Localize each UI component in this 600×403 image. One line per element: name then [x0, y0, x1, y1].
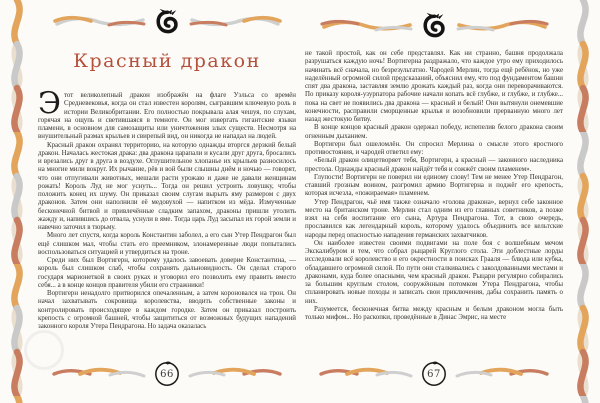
- footer-decoration-left: [36, 360, 298, 388]
- chapter-title: Красный дракон: [73, 50, 261, 72]
- paragraph: Среди них был Вортигерн, которому удалось завоевать доверие Константина, — король был слишком слаб, чтобы сохранять дальновидность. Он сделал старого государя марионеткой в своих руках и уговорил его позволить ему править вместо себя... а в конце концов правителя убили его стражники!: [38, 257, 296, 289]
- drop-cap: Э: [38, 86, 61, 121]
- paragraph: Утер Пендрагон, чьё имя также означало «голова дракона», вернул себе законное место на британском троне. Мерлин стал одним из его главных советников, а позже взял на себя воспитание его сына, Артура Пендрагона. Тот, в свою очередь, прославился как легендарный король, которому удалось объединить все кельтские народы перед опасностью нападения германских захватчиков.: [305, 198, 563, 239]
- paragraph: Вортигерн ненадолго притворился опечаленным, а затем короновался на трон. Он начал захватывать сокровища королевства, вводить собственные законы и контролировать происходящее в каждом городке. Затем он приказал построить крепость с огромной башней, чтобы защититься от возможных будущих нападений законного короля Утера Пендрагона. Но задача оказалась: [38, 290, 296, 330]
- paragraph: Разумеется, бесконечная битва между красным и белым драконом могла быть только мифом... Но раскопки, проведённые в Динас Эмрис, на месте: [305, 305, 563, 321]
- paragraph: Он наиболее известен своими подвигами на поле боя с волшебным мечом Экскалибуром и тем, что собрал рыцарей Круглого стола. Эти доблестные лорды исследовали всё королевство и его окрестности в поисках Грааля — блюда или кубка, обладавшего огромной силой. По пути они сталкивались с заколдованными местами и драконами, куда более опасными, чем красный дракон. Рыцари регулярно собирались за большим круглым столом, сооружённым потомком Утера Пендрагона, чтобы спланировать новые походы и записать свои приключения, дабы сохранить память о них.: [305, 239, 563, 305]
- paragraph: Много лет спустя, когда король Константин заболел, а его сын Утер Пендрагон был ещё слишком мал, чтобы стать его преемником, злонамеренные люди попытались воспользоваться ситуацией и утвердиться на троне.: [38, 232, 296, 256]
- wavy-ribbon-divider: [455, 365, 549, 383]
- wavy-ribbon-divider: [52, 365, 146, 383]
- page-number-badge: [153, 360, 181, 388]
- paragraph: Красный дракон охранял территорию, на которую однажды вторгся дерзкий белый дракон. Началась жестокая драка: два дракона царапали и кусали друг друга, бросались и врезались друг в друга в воздухе. Оглушительное хлопанье их крыльев разносилось на многие мили вокруг. Их рычание, рёв и вой были слышны днём и ночью — говорят, что они отпугивали животных, мешали расти урожаю и даже не давали женщинам рожать! Король Луд не мог уснуть... Тогда он решил устроить ловушку, чтобы положить конец их шуму. Он приказал своим слугам вырыть яму размером с двух драконов. Затем они наполнили её медовухой — напитком из мёда. Измученные бесконечной битвой и привлечённые сладким запахом, драконы пришли утолить жажду и, напившись до отвала, уснули в яме. Тогда царь Луд засыпал их горой земли и навечно заточил в тюрьму.: [38, 141, 296, 231]
- body-text-right: [305, 50, 563, 322]
- braided-ribbon-border-right: [570, 0, 596, 403]
- footer-decoration-right: [303, 360, 565, 388]
- wavy-ribbon-divider: [188, 13, 282, 31]
- wavy-ribbon-divider: [188, 365, 282, 383]
- page-number: 66: [160, 368, 174, 380]
- wavy-ribbon-divider: [320, 17, 414, 35]
- page-left: [36, 0, 298, 403]
- paragraph: Вортигерн был ошеломлён. Он спросил Мерлина о смысле этого яростного противостояния, и чародей ответил ему:: [305, 140, 563, 156]
- paragraph: [38, 86, 296, 142]
- wavy-ribbon-divider: [319, 365, 413, 383]
- curled-dragon-icon: [154, 8, 181, 35]
- page-number: 67: [427, 368, 441, 380]
- paragraph: Глупости! Вортигерн не поверил ни единому слову! Тем не менее Утер Пендрагон, ставший грозным воином, разгромил армию Вортигерна и поджёг его крепость, которая исчезла, «пожираемая» пламенем.: [305, 173, 563, 198]
- paragraph: В конце концов красный дракон одержал победу, испепелив белого дракона своим огненным дыханием.: [305, 124, 563, 140]
- paragraph-text: тот великолепный дракон изображён на флаге Уэльса со времён Средневековья, когда он стал известен королям, сыгравшим ключевую роль в истории Великобритании. Его полностью покрывала алая чешуя, по слухам, горячая на ощупь и светившаяся в темноте. Он мог извергать гигантские языки пламени, в основном для самозащиты или уничтожения злых существ. Несмотря на внушительный размах крыльев и свирепый вид, он никогда не нападал на людей.: [38, 92, 296, 141]
- page-right: [303, 0, 565, 403]
- paragraph: не такой простой, как он себе представлял. Как ни странно, башня продолжала разрушаться каждую ночь! Вортигерна раздражало, что каждое утро ему приходилось начинать всё сначала, но безрезультатно. Чародей Мерлин, тогда ещё ребёнок, но уже наделённый огромной силой предсказаний, объяснил ему, что под фундаментом башни спят два дракона, заставляя землю дрожать каждый раз, когда они переворачиваются. По приказу короля-узурпатора рабочие начали копать всё глубже, и глубже, и глубже... пока на свет не появились два дракона — красный и белый! Они вытянули онемевшие конечности, расправили сморщенные крылья и возобновили прерванную много лет назад жестокую битву.: [305, 50, 563, 123]
- header-decoration-left: [36, 8, 298, 35]
- curled-dragon-icon: [421, 12, 448, 39]
- wavy-ribbon-divider: [53, 13, 147, 31]
- page-number-badge: [420, 360, 448, 388]
- paragraph: «Белый дракон олицетворяет тебя, Вортигерн, а красный — законного наследника престола. Однажды красный дракон найдёт тебя и сожжёт своим пламенем».: [305, 157, 563, 173]
- wavy-ribbon-divider: [455, 17, 549, 35]
- header-decoration-right: [303, 12, 565, 39]
- body-text-left: [38, 86, 296, 331]
